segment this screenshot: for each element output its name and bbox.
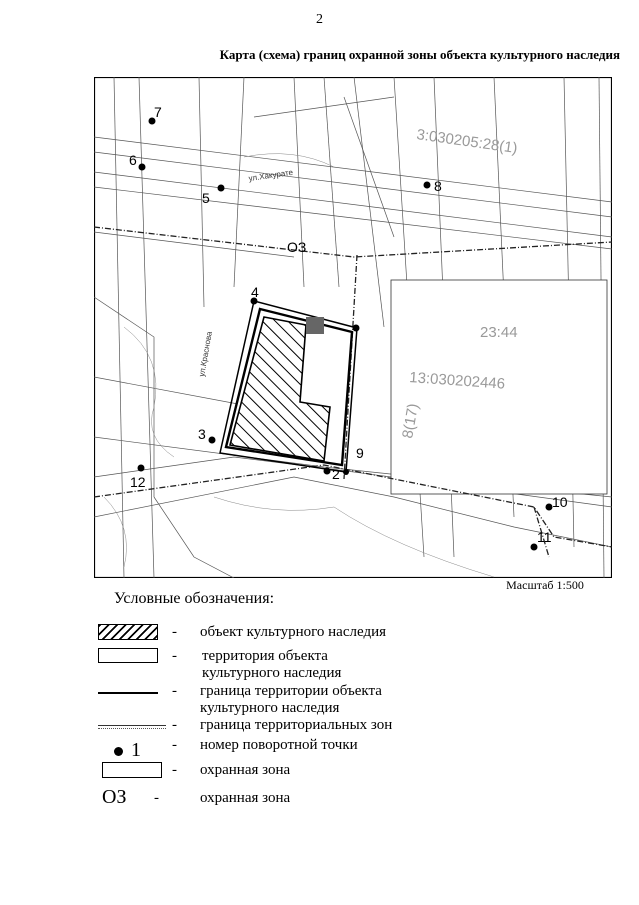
zone-label: ОЗ	[287, 239, 307, 255]
cadastral-label-4: 8(17)	[399, 402, 423, 440]
point-label-5: 5	[202, 190, 210, 206]
legend-oz-symbol: ОЗ	[102, 786, 127, 808]
legend-point-symbol	[114, 739, 141, 762]
street-label-1: ул.Хакурате	[248, 167, 294, 183]
legend-dash: -	[154, 790, 159, 806]
cadastral-label-1: 3:030205:28(1)	[415, 126, 519, 158]
turning-point-5	[218, 185, 225, 192]
legend-dash: -	[172, 683, 177, 699]
legend-text-line-1: территория объекта	[202, 648, 328, 664]
heritage-annex	[306, 317, 324, 334]
legend-dash: -	[172, 624, 177, 640]
turning-point-8	[424, 182, 431, 189]
legend-item-turning-point	[98, 737, 618, 761]
legend-text-line-2: культурного наследия	[200, 700, 340, 716]
legend-line-symbol	[98, 692, 158, 694]
point-label-12: 12	[130, 474, 146, 490]
legend-item-protection-zone-box	[98, 762, 618, 782]
legend-dash: -	[172, 717, 177, 733]
legend-text: охранная зона	[200, 790, 291, 806]
turning-point-6	[139, 164, 146, 171]
legend-dash: -	[172, 648, 177, 664]
turning-point-9	[343, 469, 349, 475]
legend-item-territory-boundary	[98, 683, 618, 719]
legend-point-number: 1	[131, 739, 141, 761]
point-label-2: 2	[332, 466, 340, 482]
legend-text-line-2: культурного наследия	[202, 665, 342, 681]
point-dot-icon	[114, 747, 123, 756]
legend-item-protection-zone-label	[98, 786, 618, 816]
point-label-7: 7	[154, 104, 162, 120]
turning-point-2	[324, 468, 331, 475]
point-label-10: 10	[552, 494, 568, 510]
legend-text: объект культурного наследия	[200, 624, 386, 640]
street-label-2: ул.Краснова	[197, 330, 214, 378]
point-label-6: 6	[129, 152, 137, 168]
legend-text: номер поворотной точки	[200, 737, 358, 753]
legend-text	[200, 683, 382, 717]
turning-point-3	[209, 437, 216, 444]
legend-dash: -	[172, 737, 177, 753]
legend-box-symbol	[98, 648, 158, 663]
legend-item-heritage-territory	[98, 648, 618, 684]
legend-text-line-1: граница территории объекта	[200, 683, 382, 699]
cadastral-label-3: 23:44	[480, 324, 518, 341]
point-label-8: 8	[434, 178, 442, 194]
legend-text: охранная зона	[200, 762, 291, 778]
legend-item-heritage-object	[98, 624, 618, 644]
turning-point-9a	[353, 325, 360, 332]
turning-point-12	[138, 465, 145, 472]
point-label-11: 11	[537, 529, 552, 545]
point-label-3: 3	[198, 426, 206, 442]
legend-title: Условные обозначения:	[114, 590, 275, 607]
legend-zone-line-symbol	[98, 725, 166, 729]
map-title: Карта (схема) границ охранной зоны объекта культурного наследия	[219, 47, 620, 62]
legend-text: граница территориальных зон	[200, 717, 393, 733]
legend-text	[202, 648, 341, 682]
page-number: 2	[316, 12, 323, 27]
legend-item-zone-boundary	[98, 717, 618, 737]
cadastral-map	[94, 77, 612, 578]
legend-dash: -	[172, 762, 177, 778]
scale-label: Масштаб 1:500	[506, 578, 584, 592]
point-label-9: 9	[356, 445, 364, 461]
legend-box-symbol	[102, 762, 162, 778]
cadastral-label-2: 13:030202446	[408, 369, 506, 393]
point-label-4: 4	[251, 284, 259, 300]
legend-hatch-symbol	[98, 624, 158, 640]
